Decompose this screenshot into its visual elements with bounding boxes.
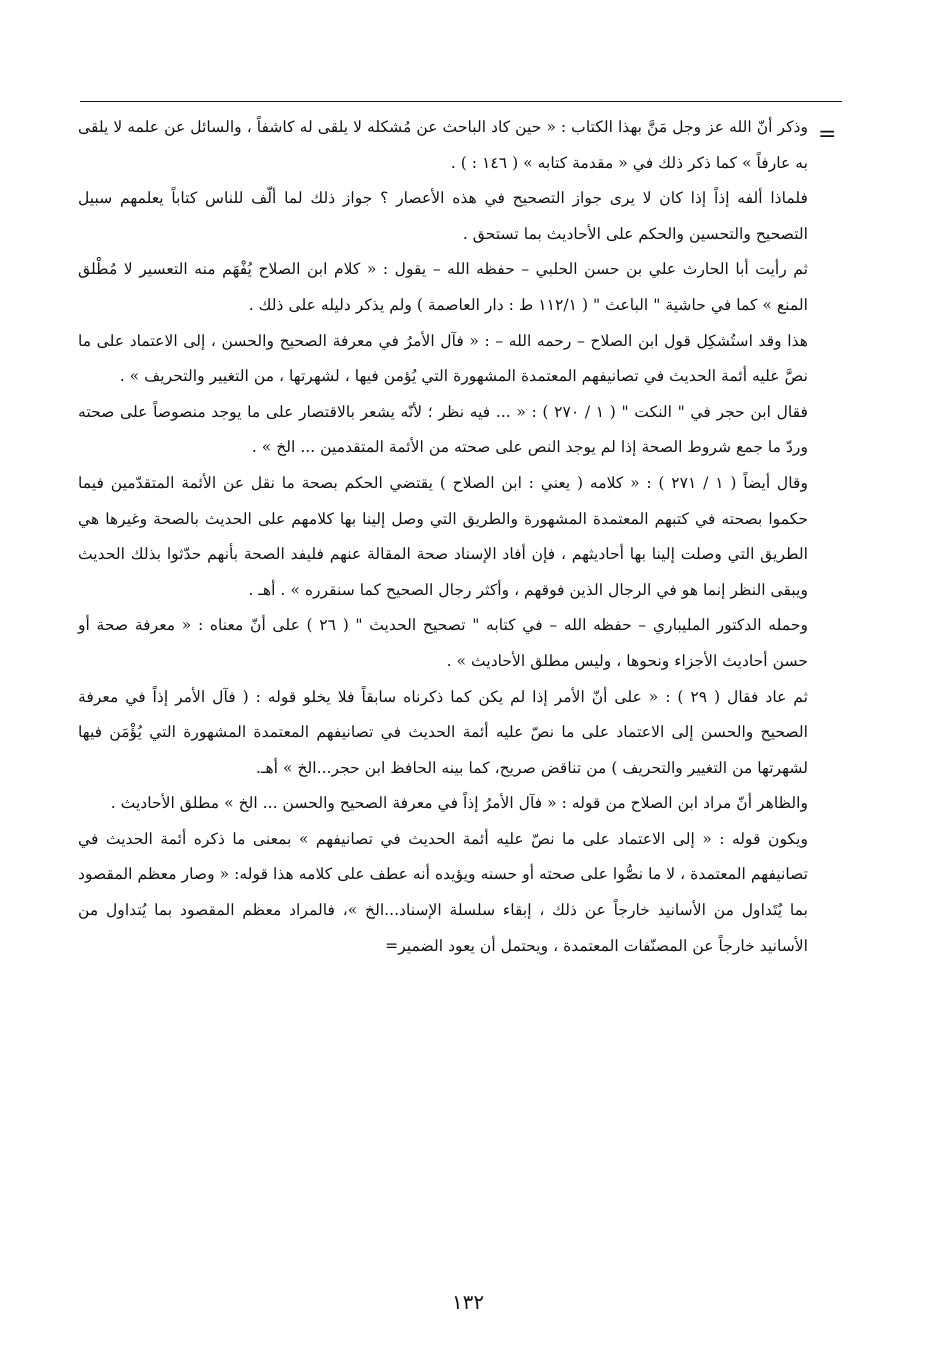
paragraph-3: ثم رأيت أبا الحارث علي بن حسن الحلبي – حفظه الله – يقول : « كلام ابن الصلاح يُفْهَم منه التعسير لا مُطْلق المنع » كما في حاشية " الباعث " ( ١١٢/١ ط : دار العاصمة ) ولم يذكر دليله على ذلك . bbox=[78, 260, 808, 314]
paragraph-5: فقال ابن حجر في " النكت " ( ١ / ٢٧٠ ) : « ... فيه نظر ؛ لأنّه يشعر بالاقتصار على ما يوجد منصوصاً على صحته وردّ ما جمع شروط الصحة إذا لم يوجد النص على صحته من الأئمة المتقدمين ... الخ » . bbox=[78, 402, 808, 457]
paragraph-10: ويكون قوله : « إلى الاعتماد على ما نصّ عليه أئمة الحديث في تصانيفهم » بمعنى ما ذكره أئمة الحديث في تصانيفهم المعتمدة ، لا ما نصُّوا على صحته أو حسنه ويؤيده أنه عطف على كلامه هذا قوله: « وصار معظم المقصود بما يُتَداول من الأسانيد خارجاً عن ذلك ، إبقاء سلسلة الإسناد...الخ »، فالمراد معظم المقصود بما يُتداول من الأسانيد خارجاً عن المصنّفات المعتمدة ، ويحتمل أن يعود الضمير= bbox=[78, 829, 808, 955]
paragraph-2: فلماذا ألفه إذاً إذا كان لا يرى جواز التصحيح في هذه الأعصار ؟ جواز ذلك لما ألّف للناس كتاباً يعلمهم سبيل التصحيح والتحسين والحكم على الأحاديث بما تستحق . bbox=[78, 189, 808, 243]
paragraph-7: وحمله الدكتور المليباري – حفظه الله – في كتابه " تصحيح الحديث " ( ٢٦ ) على أنّ معناه : « معرفة صحة أو حسن أحاديث الأجزاء ونحوها ، وليس مطلق الأحاديث » . bbox=[78, 616, 808, 670]
body-text bbox=[78, 110, 808, 964]
header-rule bbox=[80, 101, 842, 102]
continuation-mark: = bbox=[818, 122, 837, 147]
paragraph-6: وقال أيضاً ( ١ / ٢٧١ ) : « كلامه ( يعني : ابن الصلاح ) يقتضي الحكم بصحة ما نقل عن الأئمة المتقدّمين فيما حكموا بصحته في كتبهم المعتمدة المشهورة والطريق التي وصل إلينا بها كلامهم على الحديث بالصحة وغيرها هي الطريق التي وصلت إلينا بها أحاديثهم ، فإن أفاد الإسناد صحة المقالة عنهم فليفد الصحة بأنهم حدّثوا بذلك الحديث ويبقى النظر إنما هو في الرجال الذين فوقهم ، وأكثر رجال الصحيح كما سنقرره » . أهـ . bbox=[78, 473, 808, 599]
paragraph-9: والظاهر أنّ مراد ابن الصلاح من قوله : « فآل الأمرُ إذاً في معرفة الصحيح والحسن ... الخ » مطلق الأحاديث . bbox=[110, 794, 808, 813]
paragraph-8: ثم عاد فقال ( ٢٩ ) : « على أنّ الأمر إذا لم يكن كما ذكرناه سابقاً فلا يخلو قوله : ( فآل الأمر إذاً في معرفة الصحيح والحسن إلى الاعتماد على ما نصّ عليه أئمة الحديث في تصانيفهم المعتمدة المشهورة التي يُؤْمَن فيها لشهرتها من التغيير والتحريف ) من تناقض صريح، كما بينه الحافظ ابن حجر...الخ » أهـ. bbox=[78, 687, 808, 777]
paragraph-1: وذكر أنّ الله عز وجل مَنَّ بهذا الكتاب : « حين كاد الباحث عن مُشكله لا يلقى له كاشفاً ، والسائل عن علمه لا يلقى به عارفاً » كما ذكر ذلك في « مقدمة كتابه » ( ١٤٦ : ) . bbox=[78, 118, 808, 172]
page-number: ١٣٢ bbox=[451, 1290, 485, 1314]
paragraph-4: هذا وقد استُشكِل قول ابن الصلاح – رحمه الله – : « فآل الأمرُ في معرفة الصحيح والحسن ، إلى الاعتماد على ما نصَّ عليه أئمة الحديث في تصانيفهم المعتمدة المشهورة التي يُؤمن فيها ، لشهرتها ، من التغيير والتحريف » . bbox=[78, 331, 808, 386]
